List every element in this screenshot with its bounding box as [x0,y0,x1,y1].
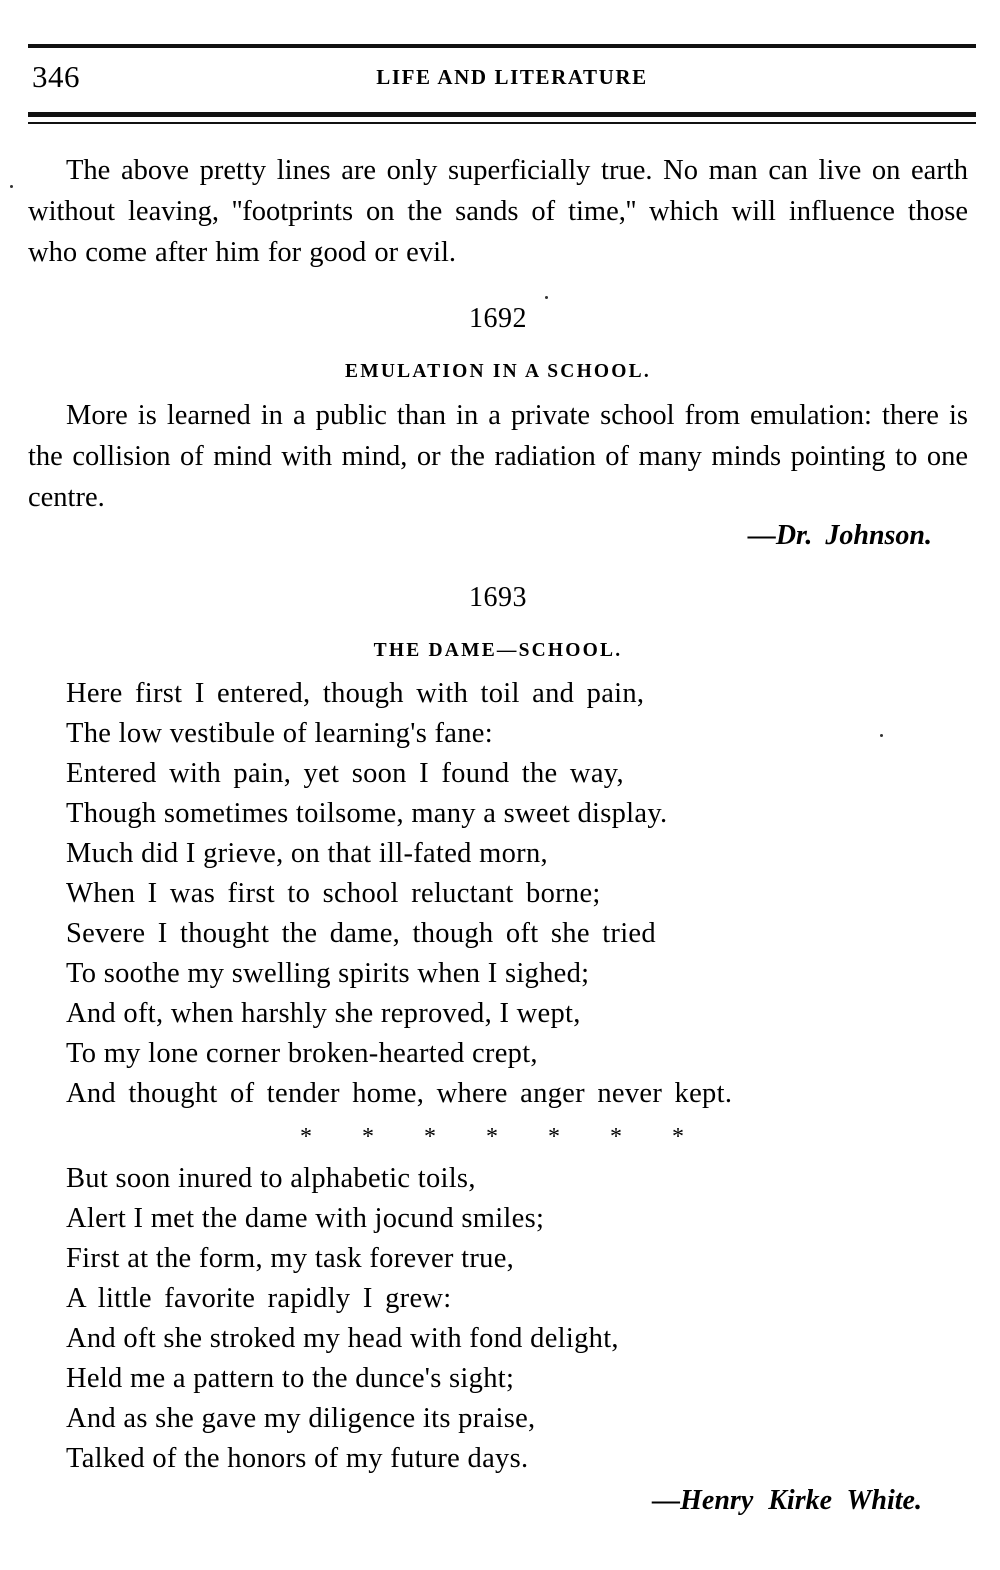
poem-line: To my lone corner broken-hearted crept, [66,1038,538,1069]
poem-line: Here first I entered, though with toil and pain, [66,678,645,709]
poem-line: Much did I grieve, on that ill-fated morn, [66,838,548,869]
entry-number-1692: 1692 [469,303,527,334]
running-head: LIFE AND LITERATURE [376,65,648,89]
intro-paragraph: The above pretty lines are only superficially true. No man can live on earth without leaving, ''footprints on the sands of time,'' which will influence those who come after him for good or evil. [28,155,968,268]
poem-line: Though sometimes toilsome, many a sweet display. [66,798,668,829]
poem-line: But soon inured to alphabetic toils, [66,1163,476,1194]
poem-line: Severe I thought the dame, though oft she tried [66,918,656,949]
stanza-divider: * * * * * * * [300,1124,706,1150]
poem-line: And thought of tender home, where anger never kept. [66,1078,733,1109]
poem-line: Held me a pattern to the dunce's sight; [66,1363,515,1394]
poem-line: And oft, when harshly she reproved, I wept, [66,998,581,1029]
header-rule-top [28,44,976,48]
poem-line: And oft she stroked my head with fond delight, [66,1323,619,1354]
poem-line: A little favorite rapidly I grew: [66,1283,452,1314]
poem-line: When I was first to school reluctant borne; [66,878,601,909]
header-rule-bottom-thin [28,122,976,124]
poem-stanza-one [28,674,968,1114]
poem-line: To soothe my swelling spirits when I sighed; [66,958,590,989]
entry-body-emulation: More is learned in a public than in a private school from emulation: there is the collision of mind with mind, or the radiation of many minds pointing to one centre. [28,400,968,513]
poem-line: First at the form, my task forever true, [66,1243,515,1274]
poem-line: Alert I met the dame with jocund smiles; [66,1203,545,1234]
poem-line: Entered with pain, yet soon I found the way, [66,758,624,789]
entry-number-1693: 1693 [469,582,527,613]
poem-line: And as she gave my diligence its praise, [66,1403,536,1434]
page-header [28,55,976,105]
page-speck [880,734,883,737]
page-speck [545,296,548,299]
poem-line: The low vestibule of learning's fane: [66,718,493,749]
entry-attribution-johnson: —Dr. Johnson. [747,520,932,551]
header-rule-bottom [28,112,976,117]
page-content [28,150,968,1517]
poem-stanza-two [28,1159,968,1479]
page-number: 346 [32,59,80,94]
entry-title-emulation: EMULATION IN A SCHOOL. [345,361,651,382]
poem-line: Talked of the honors of my future days. [66,1443,529,1474]
entry-title-dame-school: THE DAME—SCHOOL. [373,640,623,661]
page-speck [10,185,13,188]
entry-attribution-white: —Henry Kirke White. [652,1485,922,1516]
